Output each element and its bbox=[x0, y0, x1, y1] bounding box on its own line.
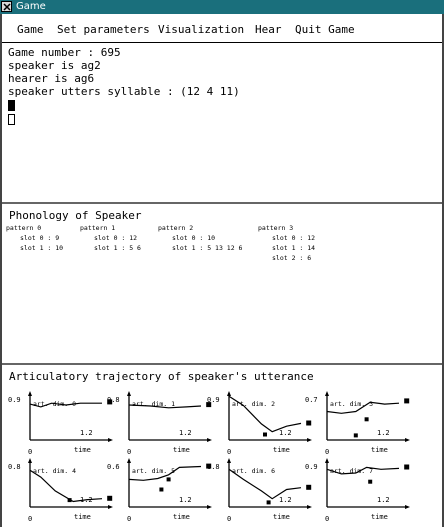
plot-4-ytick: 0.8 bbox=[8, 463, 21, 471]
trajectory-plots bbox=[0, 366, 444, 527]
plot-7-x-end: 1.2 bbox=[377, 496, 390, 504]
pattern-1-slot-1: slot 1 : 5 6 bbox=[94, 244, 141, 252]
pattern-header-1: pattern 1 bbox=[80, 224, 116, 232]
plot-5-x-label: time bbox=[173, 513, 190, 521]
log-line-speaker: speaker is ag2 bbox=[8, 59, 101, 72]
plot-0-label: art. dim. 0 bbox=[33, 400, 77, 408]
pattern-2-slot-1: slot 1 : 5 13 12 6 bbox=[172, 244, 243, 252]
close-icon[interactable] bbox=[1, 1, 12, 12]
plot-5-ytick: 0.6 bbox=[107, 463, 120, 471]
menu-bar bbox=[0, 14, 444, 43]
plot-3-x-start: 0 bbox=[325, 448, 330, 456]
trajectory-title: Articulatory trajectory of speaker's utterance bbox=[9, 370, 314, 383]
log-line-syllable: speaker utters syllable : (12 4 11) bbox=[8, 85, 240, 98]
plot-7-ytick: 0.9 bbox=[305, 463, 318, 471]
plot-1-x-arrow bbox=[207, 438, 212, 442]
plot-4-x-start: 0 bbox=[28, 515, 33, 523]
plot-3-marker-0 bbox=[365, 417, 369, 421]
plot-7-target-marker bbox=[404, 465, 409, 470]
plot-2-x-arrow bbox=[307, 438, 312, 442]
pattern-header-0: pattern 0 bbox=[6, 224, 42, 232]
plot-2-ytick: 0.9 bbox=[207, 396, 220, 404]
plot-6-marker-0 bbox=[267, 500, 271, 504]
phonology-title: Phonology of Speaker bbox=[9, 209, 142, 222]
plot-1-label: art. dim. 1 bbox=[132, 400, 176, 408]
plot-5-x-arrow bbox=[207, 505, 212, 509]
plot-7-x-arrow bbox=[405, 505, 410, 509]
pattern-2-slot-0: slot 0 : 10 bbox=[172, 234, 216, 242]
plot-4-x-arrow bbox=[108, 505, 113, 509]
pattern-3-slot-2: slot 2 : 6 bbox=[272, 254, 312, 262]
plot-4-x-label: time bbox=[74, 513, 91, 521]
plot-3-x-label: time bbox=[371, 446, 388, 454]
window-title: Game bbox=[16, 1, 46, 12]
plot-0-x-arrow bbox=[108, 438, 113, 442]
pattern-0-slot-1: slot 1 : 10 bbox=[20, 244, 64, 252]
plot-6-x-arrow bbox=[307, 505, 312, 509]
plot-5-marker-0 bbox=[167, 477, 171, 481]
text-cursor bbox=[8, 100, 15, 111]
plot-2-x-start: 0 bbox=[227, 448, 232, 456]
plot-7-label: art. dim. 7 bbox=[330, 467, 374, 475]
menu-visualization[interactable]: Visualization bbox=[158, 23, 245, 36]
plot-5-x-start: 0 bbox=[127, 515, 132, 523]
plot-3-marker-1 bbox=[354, 433, 358, 437]
plot-2-target-marker bbox=[306, 421, 311, 426]
plot-4-x-end: 1.2 bbox=[80, 496, 93, 504]
pattern-1-slot-0: slot 0 : 12 bbox=[94, 234, 138, 242]
plot-2-y-arrow bbox=[227, 391, 231, 396]
plot-3-y-arrow bbox=[325, 391, 329, 396]
phonology-panel bbox=[0, 205, 444, 363]
menu-quit-game[interactable]: Quit Game bbox=[295, 23, 355, 36]
plot-6-x-end: 1.2 bbox=[279, 496, 292, 504]
plot-3-ytick: 0.7 bbox=[305, 396, 318, 404]
plot-4-y-arrow bbox=[28, 458, 32, 463]
plot-1-x-end: 1.2 bbox=[179, 429, 192, 437]
pattern-header-2: pattern 2 bbox=[158, 224, 194, 232]
plot-2-x-end: 1.2 bbox=[279, 429, 292, 437]
plot-0-x-label: time bbox=[74, 446, 91, 454]
menu-set-parameters[interactable]: Set parameters bbox=[57, 23, 150, 36]
plot-5-label: art. dim. 5 bbox=[132, 467, 176, 475]
plot-0-x-start: 0 bbox=[28, 448, 33, 456]
separator-top bbox=[0, 202, 444, 204]
pattern-0-slot-0: slot 0 : 9 bbox=[20, 234, 60, 242]
menu-game[interactable]: Game bbox=[17, 23, 44, 36]
plot-5-y-arrow bbox=[127, 458, 131, 463]
plot-3-label: art. dim. 3 bbox=[330, 400, 374, 408]
plot-0-x-end: 1.2 bbox=[80, 429, 93, 437]
plot-3-x-end: 1.2 bbox=[377, 429, 390, 437]
trajectory-panel bbox=[0, 366, 444, 527]
separator-middle bbox=[0, 363, 444, 365]
plot-7-x-start: 0 bbox=[325, 515, 330, 523]
plot-6-label: art. dim. 6 bbox=[232, 467, 276, 475]
plot-6-x-label: time bbox=[273, 513, 290, 521]
plot-0-y-arrow bbox=[28, 391, 32, 396]
plot-7-marker-0 bbox=[368, 480, 372, 484]
plot-7-y-arrow bbox=[325, 458, 329, 463]
plot-2-x-label: time bbox=[273, 446, 290, 454]
plot-5-x-end: 1.2 bbox=[179, 496, 192, 504]
plot-2-label: art. dim. 2 bbox=[232, 400, 276, 408]
plot-0-ytick: 0.9 bbox=[8, 396, 21, 404]
plot-5-marker-1 bbox=[159, 488, 163, 492]
plot-1-x-label: time bbox=[173, 446, 190, 454]
plot-4-marker-0 bbox=[68, 498, 72, 502]
window-border-left bbox=[0, 14, 2, 527]
plot-1-y-arrow bbox=[127, 391, 131, 396]
plot-6-ytick: 0.8 bbox=[207, 463, 220, 471]
window-titlebar[interactable] bbox=[0, 0, 444, 15]
plot-4-target-marker bbox=[107, 496, 112, 501]
plot-4-label: art. dim. 4 bbox=[33, 467, 77, 475]
plot-1-ytick: 0.8 bbox=[107, 396, 120, 404]
plot-6-target-marker bbox=[306, 485, 311, 490]
log-line-hearer: hearer is ag6 bbox=[8, 72, 95, 85]
menu-hear[interactable]: Hear bbox=[255, 23, 282, 36]
plot-3-x-arrow bbox=[405, 438, 410, 442]
game-log-panel bbox=[0, 43, 444, 202]
plot-3-target-marker bbox=[404, 398, 409, 403]
plot-7-x-label: time bbox=[371, 513, 388, 521]
plot-1-x-start: 0 bbox=[127, 448, 132, 456]
log-line-game-number: Game number : 695 bbox=[8, 46, 121, 59]
pattern-3-slot-0: slot 0 : 12 bbox=[272, 234, 316, 242]
plot-2-marker-0 bbox=[263, 433, 267, 437]
input-cursor-box[interactable] bbox=[8, 114, 15, 125]
plot-6-y-arrow bbox=[227, 458, 231, 463]
pattern-header-3: pattern 3 bbox=[258, 224, 294, 232]
pattern-3-slot-1: slot 1 : 14 bbox=[272, 244, 316, 252]
plot-6-x-start: 0 bbox=[227, 515, 232, 523]
